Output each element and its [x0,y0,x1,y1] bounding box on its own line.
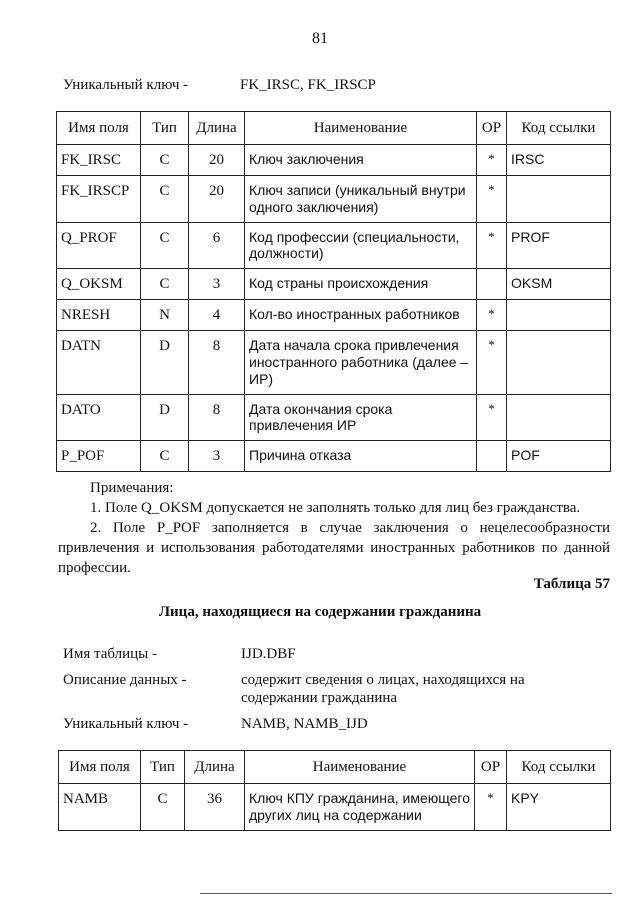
field-description: Ключ КПУ гражданина, имеющего других лиц на содержании [245,784,475,831]
note-item-1: 1. Поле Q_OKSM допускается не заполнять только для лиц без гражданства. [90,500,581,516]
table-header-row [57,112,611,145]
field-name: P_POF [57,441,141,472]
field-ref: IRSC [507,145,611,176]
field-length: 6 [189,222,245,269]
unique-key-line-2 [63,716,561,733]
field-name: NRESH [57,300,141,331]
table-row [57,441,611,472]
field-type: C [141,441,189,472]
data-description-line [63,671,561,707]
field-length: 3 [189,269,245,300]
header-description: Наименование [245,112,477,145]
unique-key-value-2: NAMB, NAMB_IJD [241,716,368,732]
field-op: * [477,300,507,331]
table-row [57,331,611,394]
unique-key-value: FK_IRSC, FK_IRSCP [240,77,376,93]
table-row [57,222,611,269]
unique-key-line [63,77,376,94]
field-description: Ключ записи (уникальный внутри одного заключения) [245,176,477,223]
field-type: D [141,331,189,394]
field-op: * [477,394,507,441]
field-length: 3 [189,441,245,472]
field-ref [507,331,611,394]
field-op: * [477,222,507,269]
field-description: Код профессии (специальности, должности) [245,222,477,269]
data-description-label: Описание данных - [63,672,187,688]
field-name: DATN [57,331,141,394]
table-row [57,300,611,331]
data-description-value: содержит сведения о лицах, находящихся на содержании гражданина [241,672,525,706]
table-row [57,394,611,441]
field-type: C [141,222,189,269]
header-length: Длина [185,751,245,784]
field-name: FK_IRSC [57,145,141,176]
table-header-row [59,751,611,784]
table-row [57,269,611,300]
field-description: Кол-во иностранных работников [245,300,477,331]
header-op: ОР [477,112,507,145]
unique-key-label: Уникальный ключ - [63,77,189,93]
field-description: Ключ заключения [245,145,477,176]
header-type: Тип [141,112,189,145]
page-number: 81 [312,30,328,47]
field-type: C [141,145,189,176]
field-length: 36 [185,784,245,831]
field-description: Дата начала срока привлечения иностранного работника (далее – ИР) [245,331,477,394]
field-ref: POF [507,441,611,472]
header-field-name: Имя поля [59,751,141,784]
field-ref: PROF [507,222,611,269]
table-name-label: Имя таблицы - [63,646,157,662]
field-type: C [141,269,189,300]
field-name: Q_OKSM [57,269,141,300]
field-length: 8 [189,394,245,441]
field-ref [507,394,611,441]
field-length: 20 [189,145,245,176]
field-op: * [477,145,507,176]
header-ref-code: Код ссылки [507,112,611,145]
field-op [477,269,507,300]
field-name: NAMB [59,784,141,831]
field-description: Дата окончания срока привлечения ИР [245,394,477,441]
fields-table-1 [56,111,611,472]
field-op [477,441,507,472]
header-type: Тип [141,751,185,784]
header-op: ОР [475,751,507,784]
fields-table-2 [58,750,611,831]
field-name: Q_PROF [57,222,141,269]
field-op: * [477,176,507,223]
note-item-2: 2. Поле P_POF заполняется в случае заключения о нецелесообразности привлечения и использования работодателями иностранных работников по данной профессии. [58,520,610,576]
table-row [57,176,611,223]
field-type: D [141,394,189,441]
field-length: 4 [189,300,245,331]
notes-block [58,478,610,578]
table-name-value: IJD.DBF [241,646,296,662]
field-type: C [141,784,185,831]
notes-heading: Примечания: [90,480,174,496]
table-row [57,145,611,176]
header-field-name: Имя поля [57,112,141,145]
field-type: C [141,176,189,223]
field-op: * [475,784,507,831]
header-description: Наименование [245,751,475,784]
table-number: Таблица 57 [533,576,610,592]
field-length: 8 [189,331,245,394]
bottom-divider [200,893,612,894]
field-description: Причина отказа [245,441,477,472]
field-name: DATO [57,394,141,441]
field-ref: OKSM [507,269,611,300]
header-length: Длина [189,112,245,145]
field-description: Код страны происхождения [245,269,477,300]
table-name-line [63,646,561,663]
field-op: * [477,331,507,394]
field-length: 20 [189,176,245,223]
field-type: N [141,300,189,331]
table-row [59,784,611,831]
table-title: Лица, находящиеся на содержании гражданина [158,604,482,620]
field-name: FK_IRSCP [57,176,141,223]
field-ref [507,300,611,331]
field-ref: KPY [507,784,611,831]
header-ref-code: Код ссылки [507,751,611,784]
unique-key-label-2: Уникальный ключ - [63,716,189,732]
field-ref [507,176,611,223]
